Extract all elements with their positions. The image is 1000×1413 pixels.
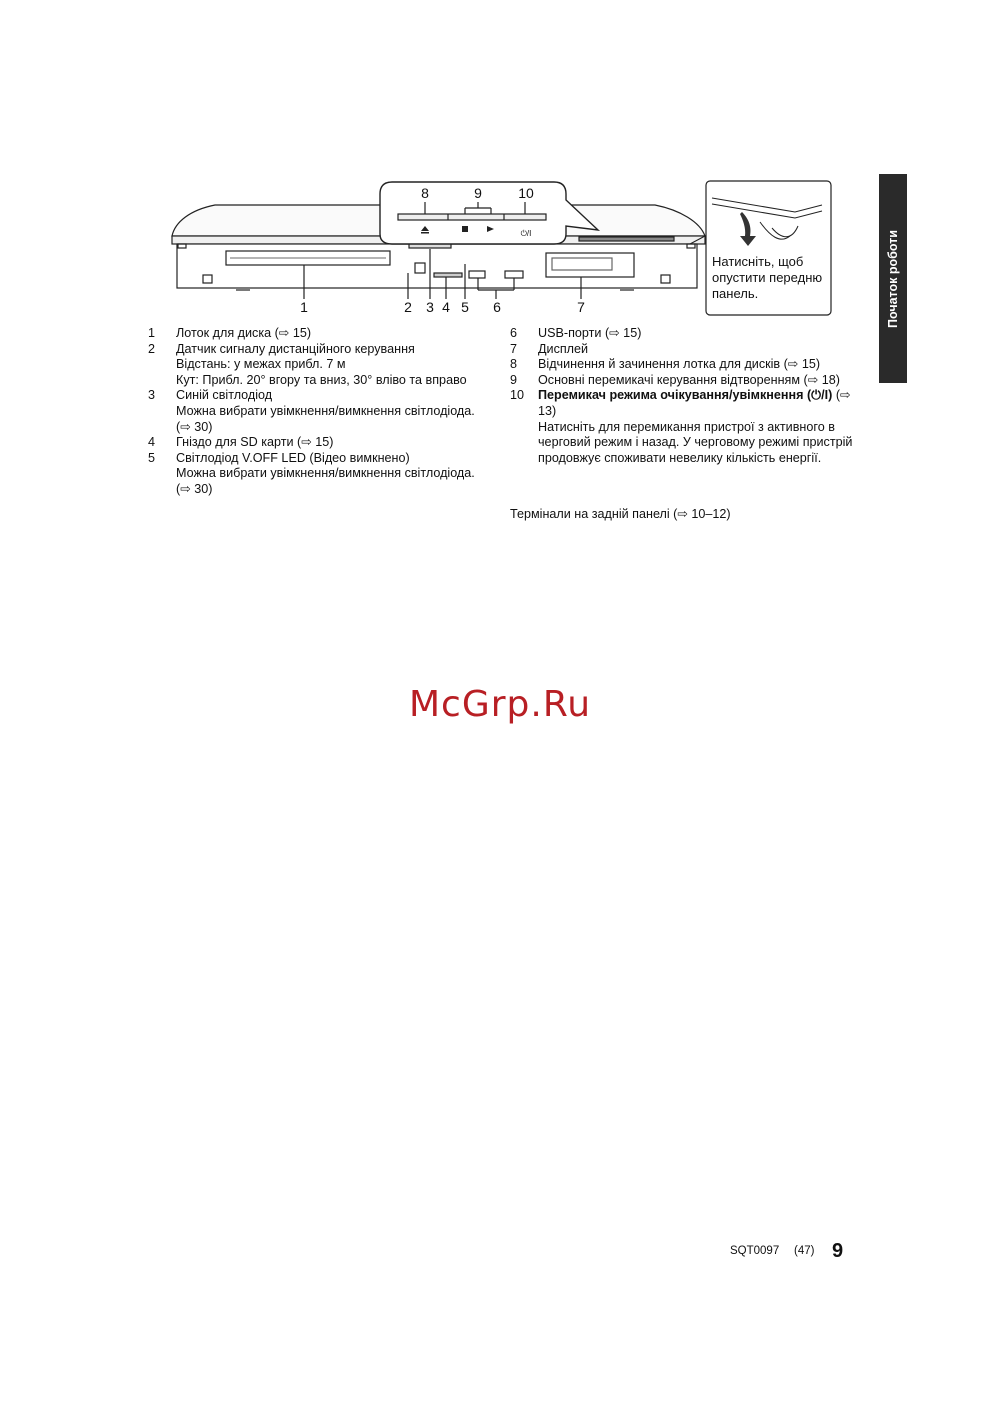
item-number: 10 [510, 388, 525, 403]
item-line: Відчинення й зачинення лотка для дисків (⇨ 15) [538, 357, 821, 372]
item-number: 4 [148, 435, 156, 450]
item-number: 1 [148, 326, 156, 340]
rear-panel-note: Термінали на задній панелі (⇨ 10–12) [510, 507, 731, 521]
item-line: Гніздо для SD карти (⇨ 15) [176, 435, 334, 450]
item-line: Натисніть для перемикання пристрої з активного в черговий режим і назад. У черговому режимі пристрій продовжує споживати невелику кількість енергії. [538, 419, 853, 465]
item-line: Можна вибрати увімкнення/вимкнення світлодіода. (⇨ 30) [176, 466, 475, 496]
item-text [538, 326, 860, 342]
item-line: USB-порти (⇨ 15) [538, 326, 642, 340]
callout-2: 2 [404, 299, 412, 315]
item-line: Можна вибрати увімкнення/вимкнення світлодіода. (⇨ 30) [176, 403, 475, 434]
item-line: Основні перемикачі керування відтворенням (⇨ 18) [538, 372, 840, 387]
item-line [538, 388, 860, 419]
item-text [176, 435, 493, 451]
item-number: 8 [510, 357, 518, 372]
callout-5: 5 [461, 299, 469, 315]
callout-1: 1 [300, 299, 308, 315]
parts-list-left [148, 326, 493, 498]
page-footer [730, 1241, 850, 1265]
page-number: 9 [832, 1240, 844, 1262]
item-number: 6 [510, 326, 518, 340]
callout-6: 6 [493, 299, 501, 315]
item-text [176, 451, 493, 498]
section-tab-label: Початок роботи [886, 229, 900, 328]
item-text [538, 342, 860, 358]
page-ref: (47) [794, 1245, 815, 1257]
list-item [510, 357, 860, 373]
list-item [148, 451, 493, 498]
list-item [148, 342, 493, 389]
doc-code: SQT0097 [730, 1245, 780, 1257]
item-text [176, 342, 493, 389]
item-number: 3 [148, 388, 156, 403]
parts-list-right [510, 326, 860, 466]
hint-text: Натисніть, щоб опустити передню панель. [712, 254, 823, 301]
callout-4: 4 [442, 299, 450, 315]
item-line: Відстань: у межах прибл. 7 м [176, 357, 346, 372]
list-item [148, 388, 493, 435]
item-number: 7 [510, 341, 518, 356]
item-line: Лоток для диска (⇨ 15) [176, 326, 312, 340]
callout-8: 8 [421, 185, 429, 201]
player-drawing [0, 0, 1000, 340]
player-illustration [0, 0, 1000, 340]
watermark: McGrp.Ru [408, 684, 592, 725]
list-item [510, 342, 860, 358]
item-line: Датчик сигналу дистанційного керування [176, 341, 415, 356]
item-number: 9 [510, 372, 518, 387]
list-item [148, 326, 493, 342]
item-line: Кут: Прибл. 20° вгору та вниз, 30° вліво та вправо [176, 372, 467, 387]
callout-7: 7 [577, 299, 585, 315]
item-line: Світлодіод V.OFF LED (Відео вимкнено) [176, 450, 410, 465]
callout-3: 3 [426, 299, 434, 315]
power-symbol: ⏻/I [520, 229, 532, 238]
callout-9: 9 [474, 185, 482, 201]
list-item [510, 326, 860, 342]
item-line: Дисплей [538, 341, 589, 356]
item-text [176, 326, 493, 342]
item-line: Синій світлодіод [176, 388, 273, 403]
item-bold-title: Перемикач режима очікування/увімкнення (⏻/I) [538, 388, 833, 403]
callout-10: 10 [518, 185, 534, 201]
item-number: 5 [148, 450, 156, 465]
item-ref: (⇨ 13) [538, 388, 851, 418]
list-item [510, 373, 860, 389]
list-item [510, 388, 860, 466]
item-text [538, 357, 860, 373]
item-number: 2 [148, 341, 156, 356]
list-item [148, 435, 493, 451]
item-text [176, 388, 493, 435]
item-text [538, 388, 860, 466]
item-text [538, 373, 860, 389]
